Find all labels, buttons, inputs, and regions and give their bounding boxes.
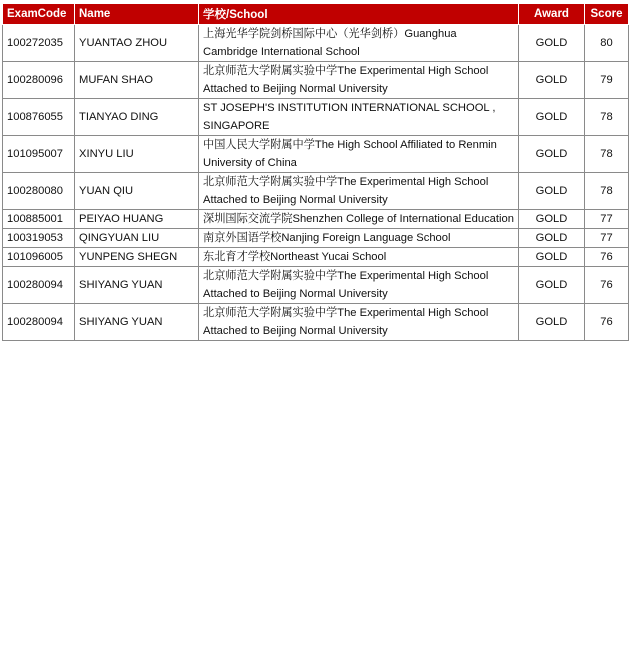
school-cell: 北京师范大学附属实验中学The Experimental High School Attached to Beijing Normal University — [199, 304, 519, 341]
results-table — [2, 3, 629, 341]
header-name: Name — [75, 4, 199, 25]
header-row — [3, 4, 629, 25]
award-cell: GOLD — [519, 229, 585, 248]
award-cell: GOLD — [519, 136, 585, 173]
name-cell: TIANYAO DING — [75, 99, 199, 136]
table-row — [3, 25, 629, 62]
award-cell: GOLD — [519, 210, 585, 229]
score-cell: 80 — [585, 25, 629, 62]
header-exam-code: ExamCode — [3, 4, 75, 25]
award-cell: GOLD — [519, 173, 585, 210]
table-row — [3, 210, 629, 229]
score-cell: 78 — [585, 136, 629, 173]
school-cell: 中国人民大学附属中学The High School Affiliated to Renmin University of China — [199, 136, 519, 173]
exam-code-cell: 100280094 — [3, 267, 75, 304]
exam-code-cell: 100272035 — [3, 25, 75, 62]
name-cell: QINGYUAN LIU — [75, 229, 199, 248]
header-score: Score — [585, 4, 629, 25]
table-row — [3, 173, 629, 210]
score-cell: 76 — [585, 267, 629, 304]
school-cell: 北京师范大学附属实验中学The Experimental High School Attached to Beijing Normal University — [199, 173, 519, 210]
exam-code-cell: 100280094 — [3, 304, 75, 341]
name-cell: YUAN QIU — [75, 173, 199, 210]
score-cell: 79 — [585, 62, 629, 99]
exam-code-cell: 101095007 — [3, 136, 75, 173]
score-cell: 78 — [585, 173, 629, 210]
table-body — [3, 25, 629, 341]
school-cell: 北京师范大学附属实验中学The Experimental High School Attached to Beijing Normal University — [199, 267, 519, 304]
name-cell: SHIYANG YUAN — [75, 267, 199, 304]
award-cell: GOLD — [519, 267, 585, 304]
award-cell: GOLD — [519, 62, 585, 99]
name-cell: YUNPENG SHEGN — [75, 248, 199, 267]
table-row — [3, 248, 629, 267]
table-row — [3, 304, 629, 341]
award-cell: GOLD — [519, 304, 585, 341]
name-cell: MUFAN SHAO — [75, 62, 199, 99]
table-row — [3, 62, 629, 99]
score-cell: 76 — [585, 248, 629, 267]
exam-code-cell: 101096005 — [3, 248, 75, 267]
exam-code-cell: 100319053 — [3, 229, 75, 248]
award-cell: GOLD — [519, 25, 585, 62]
exam-code-cell: 100885001 — [3, 210, 75, 229]
exam-code-cell: 100280080 — [3, 173, 75, 210]
score-cell: 77 — [585, 210, 629, 229]
name-cell: SHIYANG YUAN — [75, 304, 199, 341]
school-cell: 上海光华学院剑桥国际中心（光华剑桥）Guanghua Cambridge International School — [199, 25, 519, 62]
award-cell: GOLD — [519, 248, 585, 267]
header-school: 学校/School — [199, 4, 519, 25]
table-row — [3, 99, 629, 136]
table-row — [3, 267, 629, 304]
school-cell: 南京外国语学校Nanjing Foreign Language School — [199, 229, 519, 248]
school-cell: 北京师范大学附属实验中学The Experimental High School Attached to Beijing Normal University — [199, 62, 519, 99]
score-cell: 76 — [585, 304, 629, 341]
exam-code-cell: 100280096 — [3, 62, 75, 99]
table-row — [3, 229, 629, 248]
award-cell: GOLD — [519, 99, 585, 136]
score-cell: 77 — [585, 229, 629, 248]
school-cell: ST JOSEPH'S INSTITUTION INTERNATIONAL SCHOOL , SINGAPORE — [199, 99, 519, 136]
name-cell: XINYU LIU — [75, 136, 199, 173]
name-cell: YUANTAO ZHOU — [75, 25, 199, 62]
name-cell: PEIYAO HUANG — [75, 210, 199, 229]
header-award: Award — [519, 4, 585, 25]
table-row — [3, 136, 629, 173]
score-cell: 78 — [585, 99, 629, 136]
school-cell: 东北育才学校Northeast Yucai School — [199, 248, 519, 267]
school-cell: 深圳国际交流学院Shenzhen College of International Education — [199, 210, 519, 229]
exam-code-cell: 100876055 — [3, 99, 75, 136]
